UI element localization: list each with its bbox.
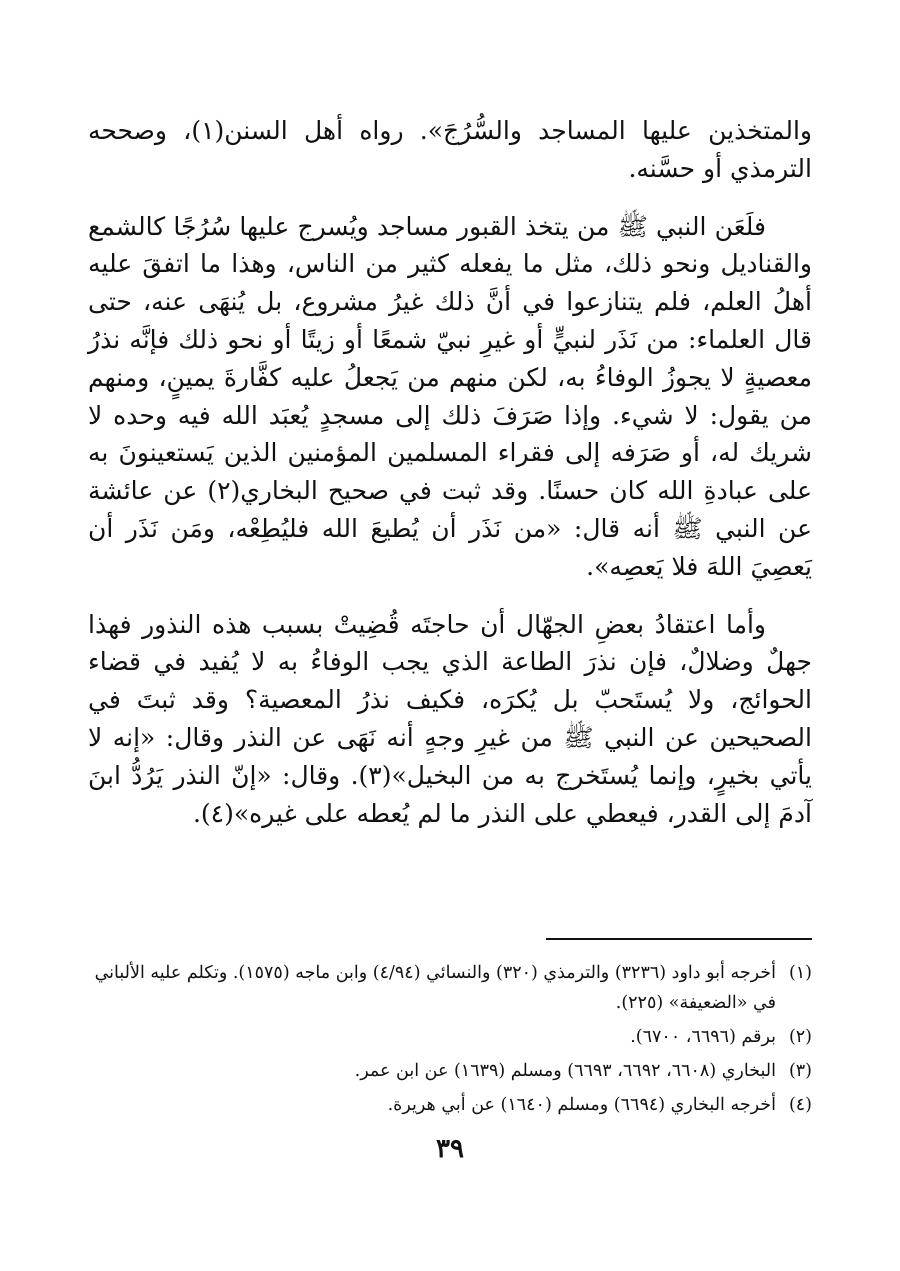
footnote-3	[88, 1056, 812, 1086]
footnote-text: أخرجه أبو داود (٣٢٣٦) والترمذي (٣٢٠) والنسائي (٤/٩٤) وابن ماجه (١٥٧٥). وتكلم عليه الألباني في «الضعيفة» (٢٢٥).	[94, 963, 776, 1013]
paragraph-2: فلَعَن النبي ﷺ من يتخذ القبور مساجد ويُسرج عليها سُرُجًا كالشمع والقناديل ونحو ذلك، مثل ما يفعله كثير من الناس، وهذا ما اتفقَ عليه أهلُ العلم، فلم يتنازعوا في أنَّ ذلك غيرُ مشروع، بل يُنهَى عنه، حتى قال العلماء: من نَذَر لنبيٍّ أو غيرِ نبيّ شمعًا أو زيتًا أو نحو ذلك فإنَّه نذرُ معصيةٍ لا يجوزُ الوفاءُ به، لكن منهم من يَجعلُ عليه كفَّارةَ يمينٍ، ومنهم من يقول: لا شيء. وإذا صَرَفَ ذلك إلى مسجدٍ يُعبَد الله فيه وحده لا شريك له، أو صَرَفه إلى فقراء المسلمين المؤمنين الذين يَستعينونَ به على عبادةِ الله كان حسنًا. وقد ثبت في صحيح البخاري(٢) عن عائشة عن النبي ﷺ أنه قال: «من نَذَر أن يُطيعَ الله فليُطِعْه، ومَن نَذَر أن يَعصِيَ اللهَ فلا يَعصِه».	[88, 211, 812, 581]
footnote-text: برقم (٦٦٩٦، ٦٧٠٠).	[630, 1027, 776, 1047]
footnote-number: (٣)	[788, 1061, 812, 1081]
footnote-number: (٢)	[788, 1027, 812, 1047]
paragraph-1: والمتخذين عليها المساجد والسُّرُجَ». رواه أهل السنن(١)، وصححه الترمذي أو حسَّنه.	[88, 116, 812, 183]
footnote-text: البخاري (٦٦٠٨، ٦٦٩٢، ٦٦٩٣) ومسلم (١٦٣٩) عن ابن عمر.	[354, 1061, 776, 1081]
page-number: ٣٩	[436, 1134, 464, 1164]
footnote-1	[88, 958, 812, 1018]
footnote-text: أخرجه البخاري (٦٦٩٤) ومسلم (١٦٤٠) عن أبي هريرة.	[387, 1095, 776, 1115]
footnote-2	[88, 1022, 812, 1052]
footnotes	[88, 958, 812, 1124]
footnote-4	[88, 1090, 812, 1120]
footnote-number: (٤)	[788, 1095, 812, 1115]
paragraph-3: وأما اعتقادُ بعضِ الجهّال أن حاجتَه قُضِيتْ بسبب هذه النذور فهذا جهلٌ وضلالٌ، فإن نذرَ الطاعة الذي يجب الوفاءُ به لا يُفيد في قضاء الحوائج، ولا يُستَحبّ بل يُكرَه، فكيف نذرُ المعصية؟ وقد ثبتَ في الصحيحين عن النبي ﷺ من غيرِ وجهٍ أنه نَهَى عن النذر وقال: «إنه لا يأتي بخيرٍ، وإنما يُستَخرج به من البخيل»(٣). وقال: «إنّ النذر يَرُدُّ ابنَ آدمَ إلى القدر، فيعطي على النذر ما لم يُعطه على غيره»(٤).	[88, 609, 813, 828]
main-text	[88, 112, 812, 852]
footnote-number: (١)	[788, 963, 812, 983]
footnote-divider	[546, 938, 812, 940]
